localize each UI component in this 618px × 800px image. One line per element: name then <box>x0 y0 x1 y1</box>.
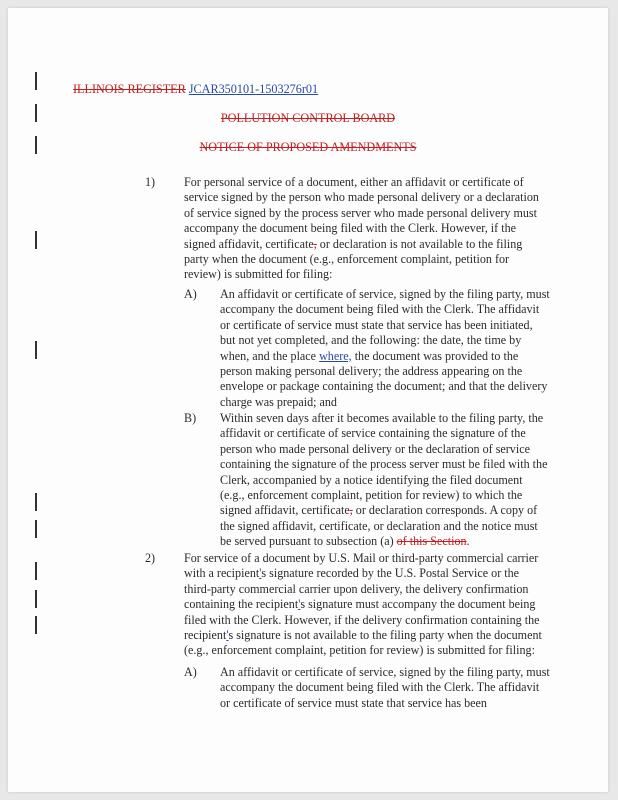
change-bar <box>35 341 37 359</box>
change-bar <box>35 520 37 538</box>
register-header <box>73 82 318 97</box>
change-bar <box>35 231 37 249</box>
register-inserted: JCAR350101-1503276r01 <box>188 82 319 96</box>
item-1-number: 1) <box>145 175 156 189</box>
change-bar <box>35 493 37 511</box>
item-2-text: For service of a document by U.S. Mail or third-party commercial carrier with a recipient's signature recorded by the U.S. Postal Service or the third-party commercial carrier upon delivery, the delivery confirmation containing the recipient's signature must accompany the document being filed with the Clerk. However, if the delivery confirmation containing the recipient's signature is not available to the filing party when the document (e.g., enforcement complaint, petition for review) is submitted for filing: <box>184 551 542 658</box>
change-bar <box>35 590 37 608</box>
register-struck: ILLINOIS REGISTER <box>73 82 186 96</box>
board-title: POLLUTION CONTROL BOARD <box>220 111 396 125</box>
item-1B-text: Within seven days after it becomes available to the filing party, the affidavit or certificate of service containing the signature of the person who made personal delivery or the declaration of service containing the signature of the process server must be filed with the Clerk, accompanied by a notice identifying the filed document (e.g., enforcement complaint, petition for review) to which the signed affidavit, certificate, or declaration corresponds. A copy of the signed affidavit, certificate, or declaration and the notice must be served pursuant to subsection (a) of this Section. <box>220 411 548 549</box>
item-2A-label: A) <box>184 665 197 679</box>
item-1-text: For personal service of a document, either an affidavit or certificate of service signed by the person who made personal delivery or a declaration of service signed by the process server who made personal delivery must accompany the document being filed with the Clerk. However, if the signed affidavit, certificate, or declaration is not available to the filing party when the document (e.g., enforcement complaint, petition for review) is submitted for filing: <box>184 175 539 282</box>
document-page <box>8 8 608 792</box>
item-1A-label: A) <box>184 287 197 301</box>
notice-title: NOTICE OF PROPOSED AMENDMENTS <box>199 140 417 154</box>
item-2A-text: An affidavit or certificate of service, signed by the filing party, must accompany the document being filed with the Clerk. The affidavit or certificate of service must state that service has been <box>220 665 550 710</box>
item-1A-text: An affidavit or certificate of service, signed by the filing party, must accompany the document being filed with the Clerk. The affidavit or certificate of service must state that service has been initiated, but not yet completed, and the following: the date, the time by when, and the place where, the document was provided to the person making personal delivery; the address appearing on the envelope or package containing the document; and that the delivery charge was prepaid; and <box>220 287 550 409</box>
change-bar <box>35 562 37 580</box>
change-bar <box>35 616 37 634</box>
item-1B-label: B) <box>184 411 197 425</box>
change-bar <box>35 72 37 90</box>
item-2-number: 2) <box>145 551 156 565</box>
